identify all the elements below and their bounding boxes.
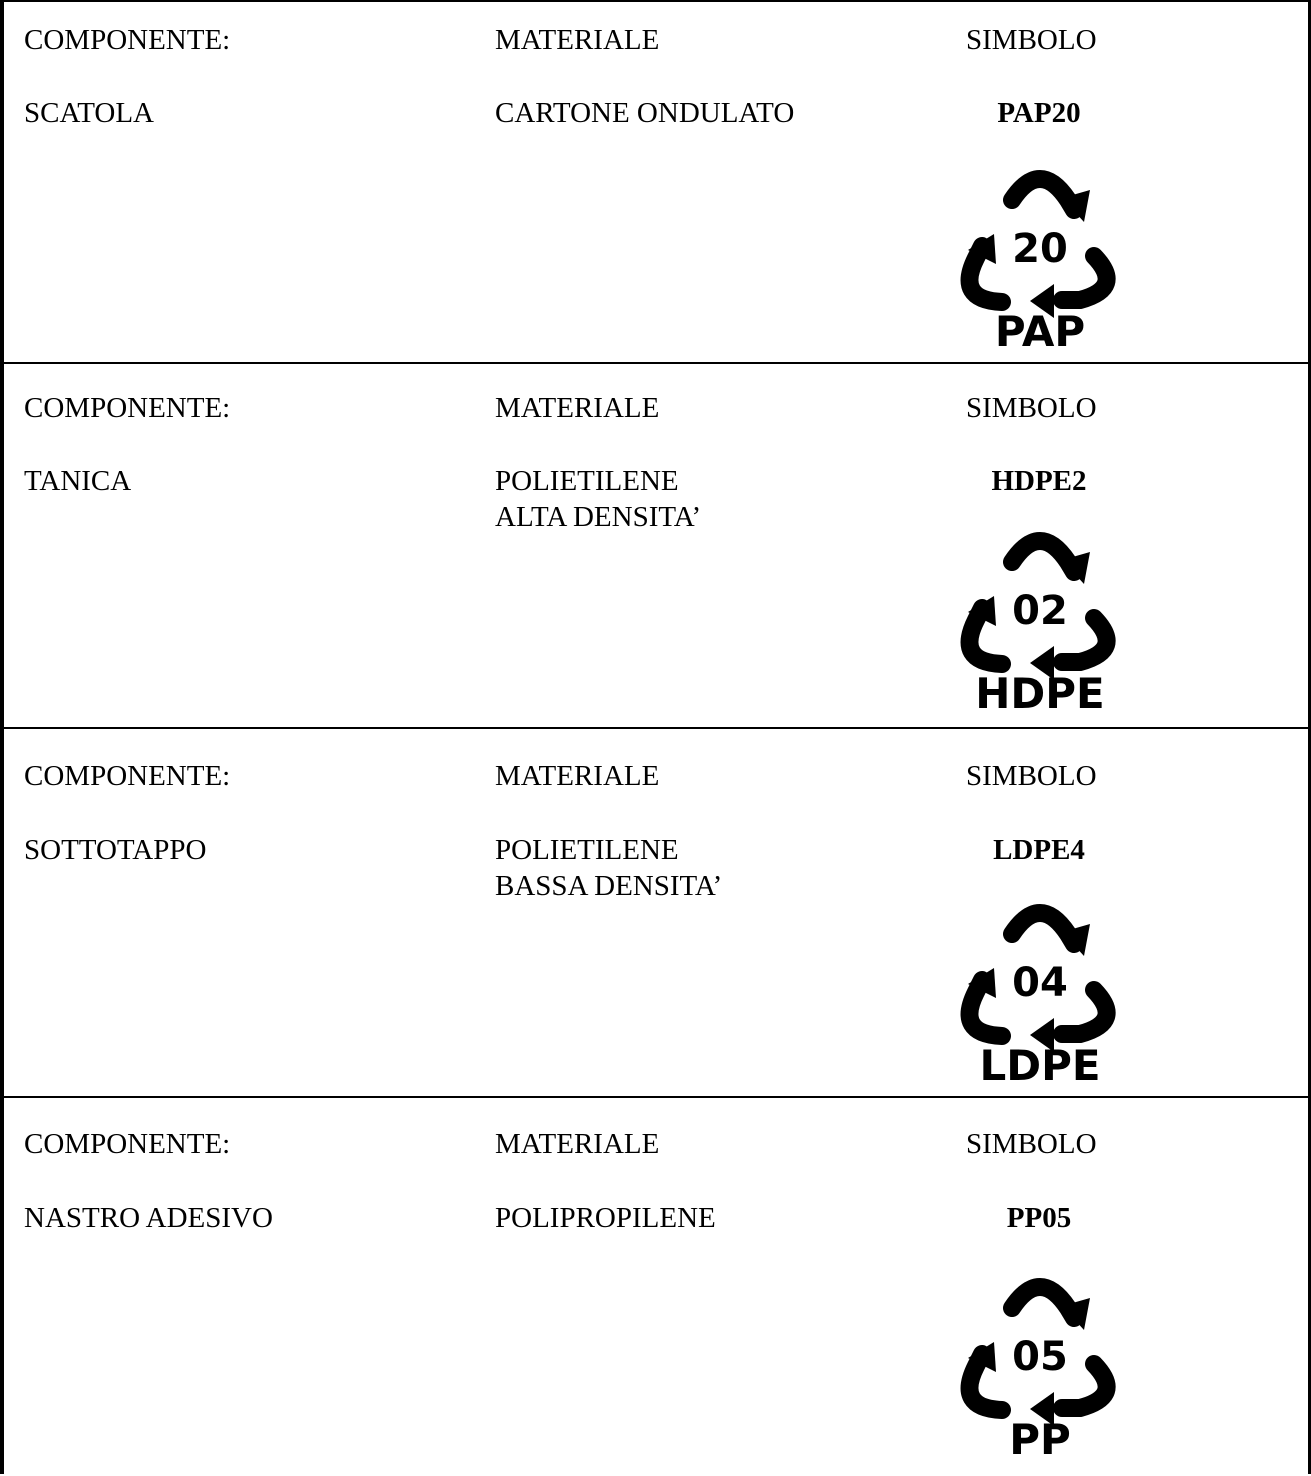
symbol-code: HDPE2 (991, 465, 1087, 497)
symbol-material: PP (1009, 1415, 1071, 1458)
component-header: COMPONENTE: (24, 24, 231, 56)
recycling-symbol-graphic (950, 522, 1130, 712)
component-value: SCATOLA (24, 97, 154, 129)
symbol-code: PAP20 (997, 97, 1081, 129)
table-row (4, 2, 1308, 364)
symbol-material: PAP (994, 307, 1086, 350)
recycling-symbol-graphic (950, 894, 1130, 1084)
material-value: POLIETILENE ALTA DENSITA’ (495, 465, 702, 533)
component-header: COMPONENTE: (24, 760, 231, 792)
symbol-number: 05 (1012, 1334, 1068, 1380)
component-value: SOTTOTAPPO (24, 834, 207, 866)
recycling-triangle-icon (950, 894, 1130, 1084)
symbol-code: LDPE4 (993, 834, 1085, 866)
symbol-header: SIMBOLO (966, 392, 1097, 424)
table-row (4, 364, 1308, 729)
material-header: MATERIALE (495, 760, 660, 792)
recycling-triangle-icon (950, 160, 1130, 350)
material-header: MATERIALE (495, 1128, 660, 1160)
recycling-symbol-graphic (950, 160, 1130, 350)
table-row (4, 729, 1308, 1098)
component-header: COMPONENTE: (24, 1128, 231, 1160)
symbol-material: LDPE (979, 1041, 1101, 1084)
recycling-symbol-graphic (950, 1268, 1130, 1458)
symbol-header: SIMBOLO (966, 24, 1097, 56)
material-value: POLIPROPILENE (495, 1202, 716, 1234)
symbol-number: 04 (1012, 960, 1068, 1006)
component-value: TANICA (24, 465, 132, 497)
component-header: COMPONENTE: (24, 392, 231, 424)
symbol-number: 20 (1012, 226, 1068, 272)
material-value: POLIETILENE BASSA DENSITA’ (495, 834, 723, 902)
symbol-header: SIMBOLO (966, 1128, 1097, 1160)
material-header: MATERIALE (495, 392, 660, 424)
symbol-number: 02 (1012, 588, 1068, 634)
symbol-material: HDPE (975, 669, 1105, 712)
component-value: NASTRO ADESIVO (24, 1202, 273, 1234)
table-row (4, 1098, 1308, 1476)
recycling-triangle-icon (950, 1268, 1130, 1458)
recycling-triangle-icon (950, 522, 1130, 712)
symbol-header: SIMBOLO (966, 760, 1097, 792)
material-value: CARTONE ONDULATO (495, 97, 795, 129)
symbol-code: PP05 (1006, 1202, 1072, 1234)
material-header: MATERIALE (495, 24, 660, 56)
